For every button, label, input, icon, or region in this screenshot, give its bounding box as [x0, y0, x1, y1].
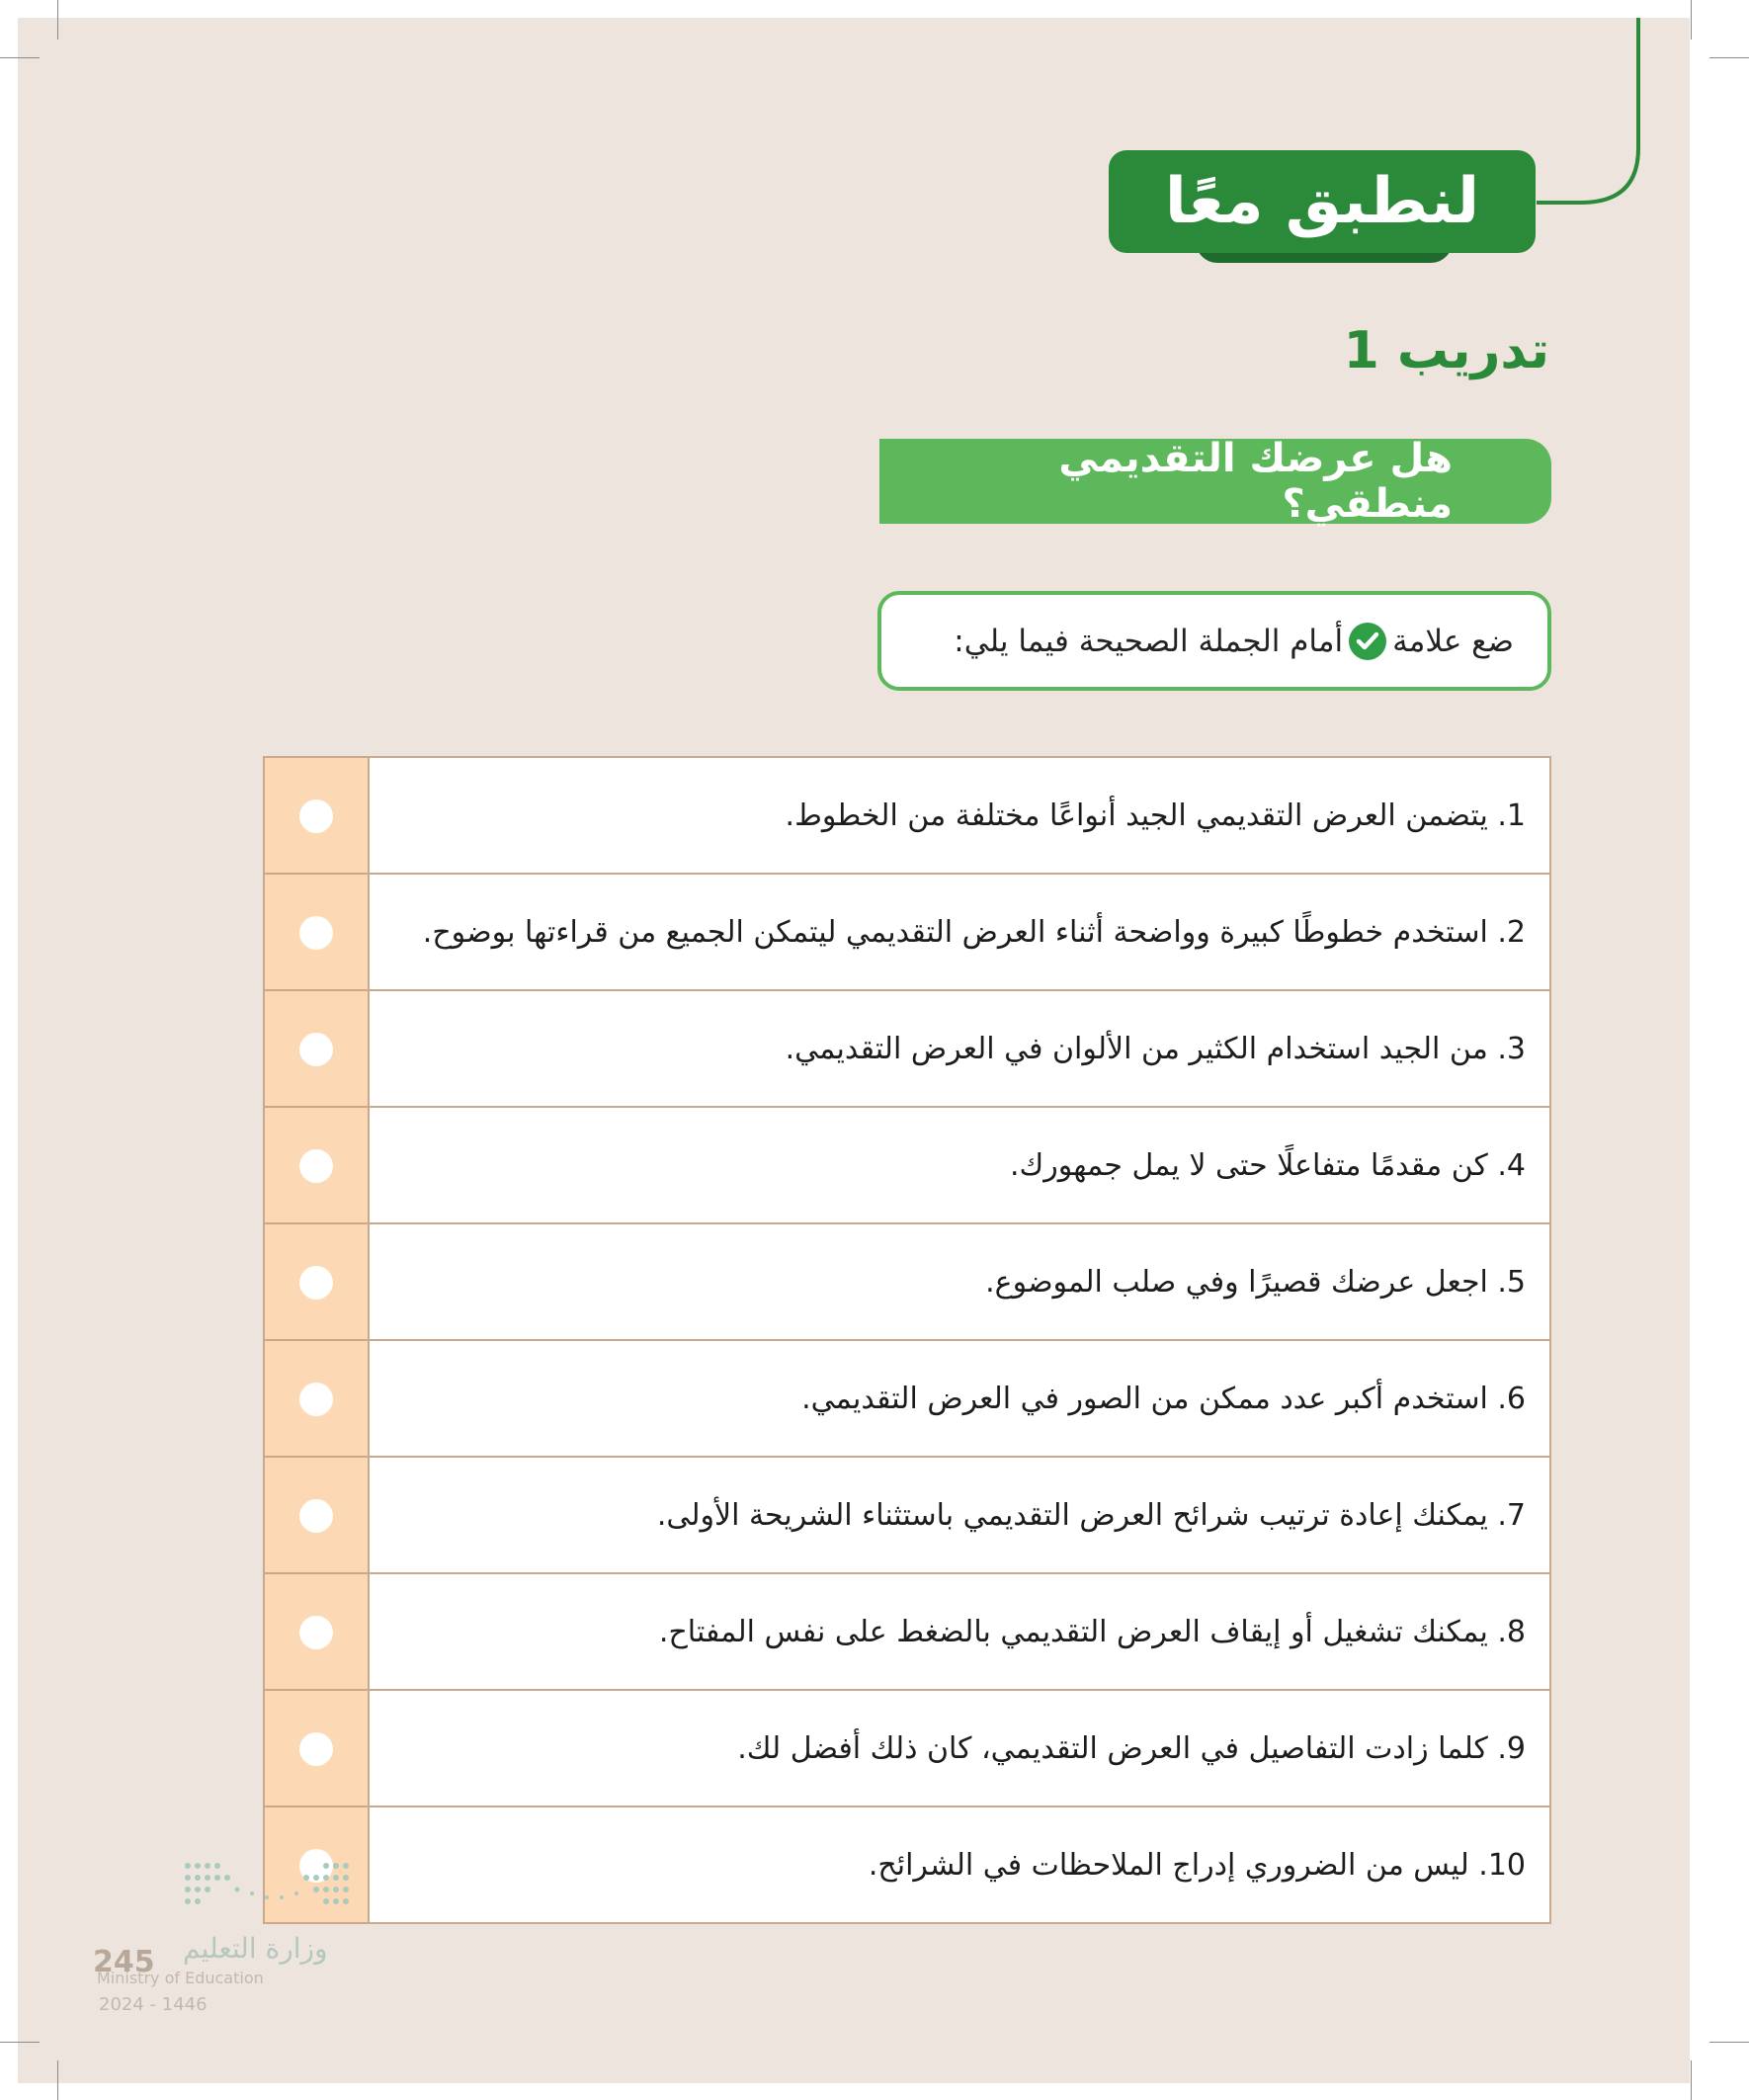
answer-circle[interactable] — [299, 1149, 333, 1183]
statement-row — [265, 1224, 1549, 1341]
question-banner — [879, 436, 1551, 527]
statement-row — [265, 1108, 1549, 1224]
crop-mark — [1709, 2042, 1749, 2043]
statements-table — [263, 756, 1551, 1924]
statement-text: 3. من الجيد استخدام الكثير من الألوان في العرض التقديمي. — [785, 1031, 1526, 1066]
instruction-box — [877, 591, 1551, 691]
ministry-name-arabic: وزارة التعليم — [183, 1932, 328, 1965]
instruction-text-start: ضع علامة — [1392, 623, 1514, 659]
statement-row — [265, 1807, 1549, 1924]
answer-circle[interactable] — [299, 1266, 333, 1300]
statement-row — [265, 1458, 1549, 1574]
answer-circle[interactable] — [299, 1033, 333, 1066]
instruction-text-end: أمام الجملة الصحيحة فيما يلي: — [954, 623, 1344, 659]
crop-mark — [57, 2060, 58, 2100]
check-circle-icon — [1349, 623, 1386, 660]
section-title: لنطبق معًا — [1164, 165, 1480, 238]
statement-row — [265, 1691, 1549, 1807]
crop-mark — [0, 2042, 40, 2043]
ministry-logo-icon — [178, 1858, 356, 1917]
statement-row — [265, 1574, 1549, 1691]
training-title: تدريب 1 — [1343, 321, 1549, 380]
answer-circle[interactable] — [299, 1383, 333, 1416]
ministry-name-english: Ministry of Education — [97, 1969, 264, 1987]
statement-text: 9. كلما زادت التفاصيل في العرض التقديمي، كان ذلك أفضل لك. — [737, 1730, 1526, 1766]
statement-text: 4. كن مقدمًا متفاعلًا حتى لا يمل جمهورك. — [1009, 1147, 1526, 1183]
statement-text: 10. ليس من الضروري إدراج الملاحظات في الشرائح. — [868, 1847, 1526, 1883]
answer-circle[interactable] — [299, 799, 333, 833]
statement-text: 5. اجعل عرضك قصيرًا وفي صلب الموضوع. — [985, 1264, 1526, 1300]
page-number: 245 — [93, 1945, 155, 1979]
answer-circle[interactable] — [299, 1499, 333, 1533]
question-title: هل عرضك التقديمي منطقي؟ — [1058, 436, 1453, 527]
answer-circle[interactable] — [299, 1732, 333, 1766]
statement-row — [265, 758, 1549, 875]
statement-text: 8. يمكنك تشغيل أو إيقاف العرض التقديمي بالضغط على نفس المفتاح. — [658, 1614, 1526, 1649]
statement-text: 2. استخدم خطوطًا كبيرة وواضحة أثناء العرض التقديمي ليتمكن الجميع من قراءتها بوضوح. — [422, 914, 1526, 950]
statement-row — [265, 991, 1549, 1108]
answer-circle[interactable] — [299, 916, 333, 950]
crop-mark — [1691, 2060, 1692, 2100]
statement-text: 6. استخدم أكبر عدد ممكن من الصور في العرض التقديمي. — [801, 1381, 1526, 1416]
statement-text: 1. يتضمن العرض التقديمي الجيد أنواعًا مختلفة من الخطوط. — [785, 798, 1526, 833]
section-title-badge — [1109, 150, 1536, 253]
statement-row — [265, 875, 1549, 991]
academic-year: 2024 - 1446 — [99, 1994, 208, 2015]
statement-row — [265, 1341, 1549, 1458]
answer-circle[interactable] — [299, 1616, 333, 1649]
statement-text: 7. يمكنك إعادة ترتيب شرائح العرض التقديمي باستثناء الشريحة الأولى. — [656, 1497, 1526, 1533]
